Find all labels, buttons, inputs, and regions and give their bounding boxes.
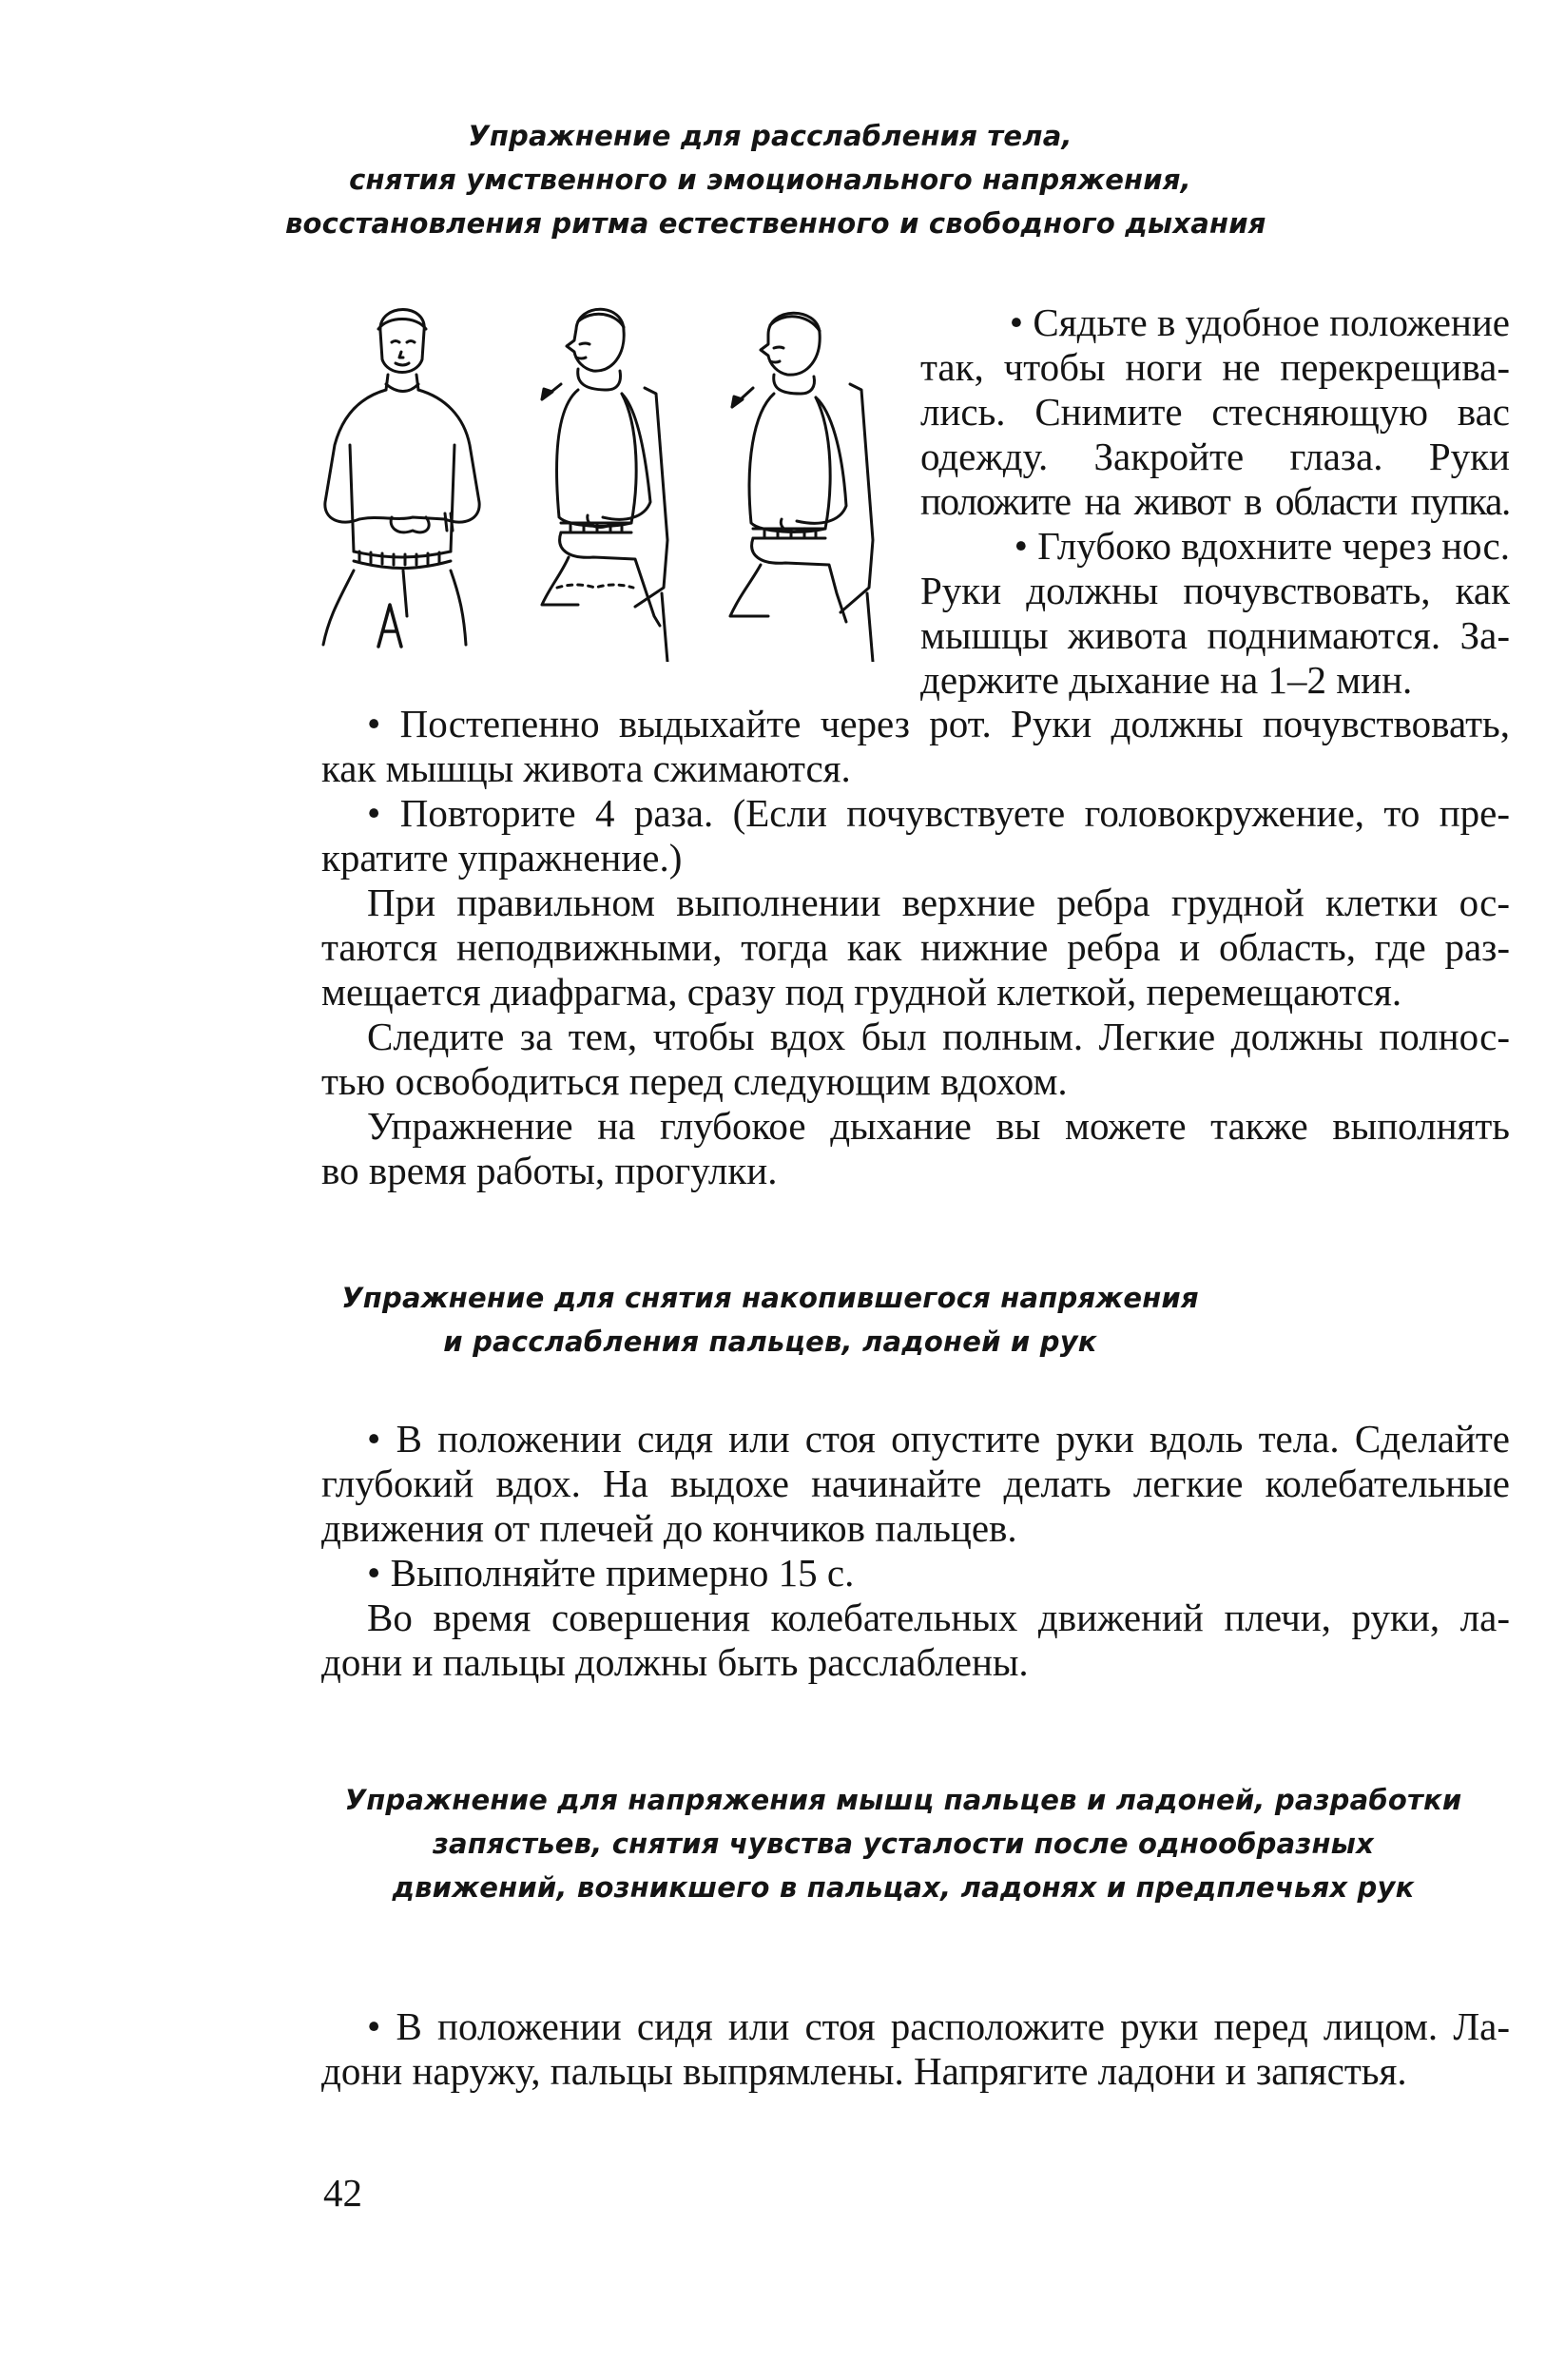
section3-body	[321, 2004, 1510, 2094]
text-line: • Сядьте в удобное положение	[1009, 300, 1510, 344]
text-line: Упражнение на глубокое дыхание вы можете также выполнять	[367, 1104, 1510, 1148]
text-line: так, чтобы ноги не перекрещива-	[920, 345, 1510, 389]
text-line: дони и пальцы должны быть расслаблены.	[321, 1640, 1029, 1684]
text-line: дони наружу, пальцы выпрямлены. Напрягите ладони и запястья.	[321, 2049, 1407, 2093]
text-line: держите дыхание на 1–2 мин.	[920, 658, 1413, 702]
heading-line: движений, возникшего в пальцах, ладонях и предплечьях рук	[392, 1871, 1415, 1904]
text-line: Руки должны почувствовать, как	[920, 569, 1510, 612]
side-view-figure-inhale	[542, 309, 667, 662]
section2-heading	[285, 1276, 1255, 1364]
text-line: • Повторите 4 раза. (Если почувствуете головокружение, то пре-	[367, 791, 1510, 835]
text-line: • Выполняйте примерно 15 с.	[367, 1551, 855, 1595]
breathing-illustration	[321, 302, 920, 662]
text-line: • В положении сидя или стоя опустите руки вдоль тела. Сделайте	[367, 1417, 1510, 1461]
text-line: кратите упражнение.)	[321, 836, 683, 880]
text-line: одежду. Закройте глаза. Руки	[920, 435, 1510, 478]
text-line: • Глубоко вдохните через нос.	[1014, 524, 1510, 568]
heading-line: Упражнение для снятия накопившегося напряжения	[341, 1282, 1199, 1314]
heading-line: Упражнение для расслабления тела,	[468, 120, 1073, 152]
section1-body	[321, 702, 1510, 1193]
text-line: как мышцы живота сжимаются.	[321, 746, 851, 790]
front-view-figure	[323, 310, 479, 648]
text-line: лись. Снимите стесняющую вас	[920, 390, 1510, 434]
text-line: • Постепенно выдыхайте через рот. Руки должны почувствовать,	[367, 702, 1510, 745]
text-line: мышцы живота поднимаются. За-	[920, 613, 1510, 657]
text-line: тью освободиться перед следующим вдохом.	[321, 1059, 1068, 1103]
text-line: таются неподвижными, тогда как нижние ребра и область, где раз-	[321, 925, 1510, 969]
text-line: во время работы, прогулки.	[321, 1149, 778, 1192]
text-line: положите на живот в области пупка.	[920, 479, 1510, 523]
text-line: Следите за тем, чтобы вдох был полным. Легкие должны полнос-	[367, 1015, 1510, 1058]
text-line: Во время совершения колебательных движений плечи, руки, ла-	[367, 1596, 1510, 1639]
text-line: При правильном выполнении верхние ребра грудной клетки ос-	[367, 880, 1510, 924]
heading-line: Упражнение для напряжения мышц пальцев и ладоней, разработки	[344, 1784, 1462, 1816]
page-number: 42	[323, 2171, 362, 2215]
text-line: глубокий вдох. На выдохе начинайте делать легкие колебательные	[321, 1461, 1510, 1505]
side-view-figure-exhale	[730, 313, 873, 662]
section3-heading	[285, 1778, 1521, 1909]
heading-line: снятия умственного и эмоционального напряжения,	[349, 164, 1191, 196]
heading-line: запястьев, снятия чувства усталости после однообразных	[432, 1828, 1375, 1860]
side-text	[920, 300, 1510, 703]
text-line: • В положении сидя или стоя расположите руки перед лицом. Ла-	[367, 2004, 1510, 2048]
text-line: движения от плечей до кончиков пальцев.	[321, 1506, 1017, 1550]
section1-heading	[285, 114, 1266, 245]
section2-body	[321, 1417, 1510, 1685]
heading-line: восстановления ритма естественного и свободного дыхания	[285, 207, 1266, 240]
text-line: мещается диафрагма, сразу под грудной клеткой, перемещаются.	[321, 970, 1402, 1014]
heading-line: и расслабления пальцев, ладоней и рук	[443, 1325, 1097, 1358]
